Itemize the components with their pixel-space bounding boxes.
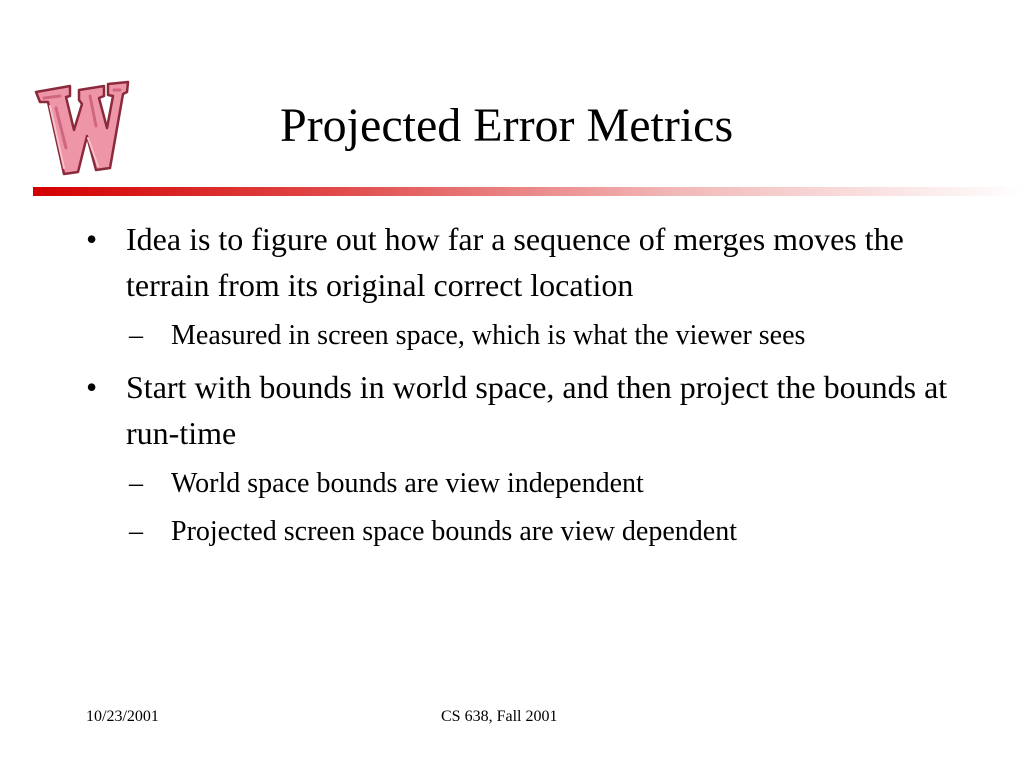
footer-date: 10/23/2001: [86, 708, 159, 725]
bullet-text: Start with bounds in world space, and then project the bounds at run-time: [126, 369, 948, 451]
bullet-item: [86, 216, 986, 308]
slide-body: [86, 216, 986, 560]
bullet-icon: •: [86, 369, 98, 405]
bullet-text: Idea is to figure out how far a sequence of merges moves the terrain from its original correct location: [126, 221, 904, 303]
title-divider: [33, 187, 1024, 196]
sub-bullet-item: [86, 316, 986, 356]
sub-bullet-item: [86, 512, 986, 552]
sub-bullet-text: World space bounds are view independent: [171, 468, 644, 499]
sub-bullet-text: Measured in screen space, which is what the viewer sees: [171, 320, 806, 351]
sub-bullet-item: [86, 464, 986, 504]
dash-icon: –: [129, 320, 143, 351]
footer-course: CS 638, Fall 2001: [441, 708, 558, 725]
slide-title: Projected Error Metrics: [280, 99, 734, 152]
bullet-item: [86, 364, 986, 456]
dash-icon: –: [129, 468, 143, 499]
wisconsin-w-logo: [30, 78, 130, 178]
bullet-icon: •: [86, 221, 98, 257]
sub-bullet-text: Projected screen space bounds are view dependent: [171, 516, 737, 547]
dash-icon: –: [129, 516, 143, 547]
